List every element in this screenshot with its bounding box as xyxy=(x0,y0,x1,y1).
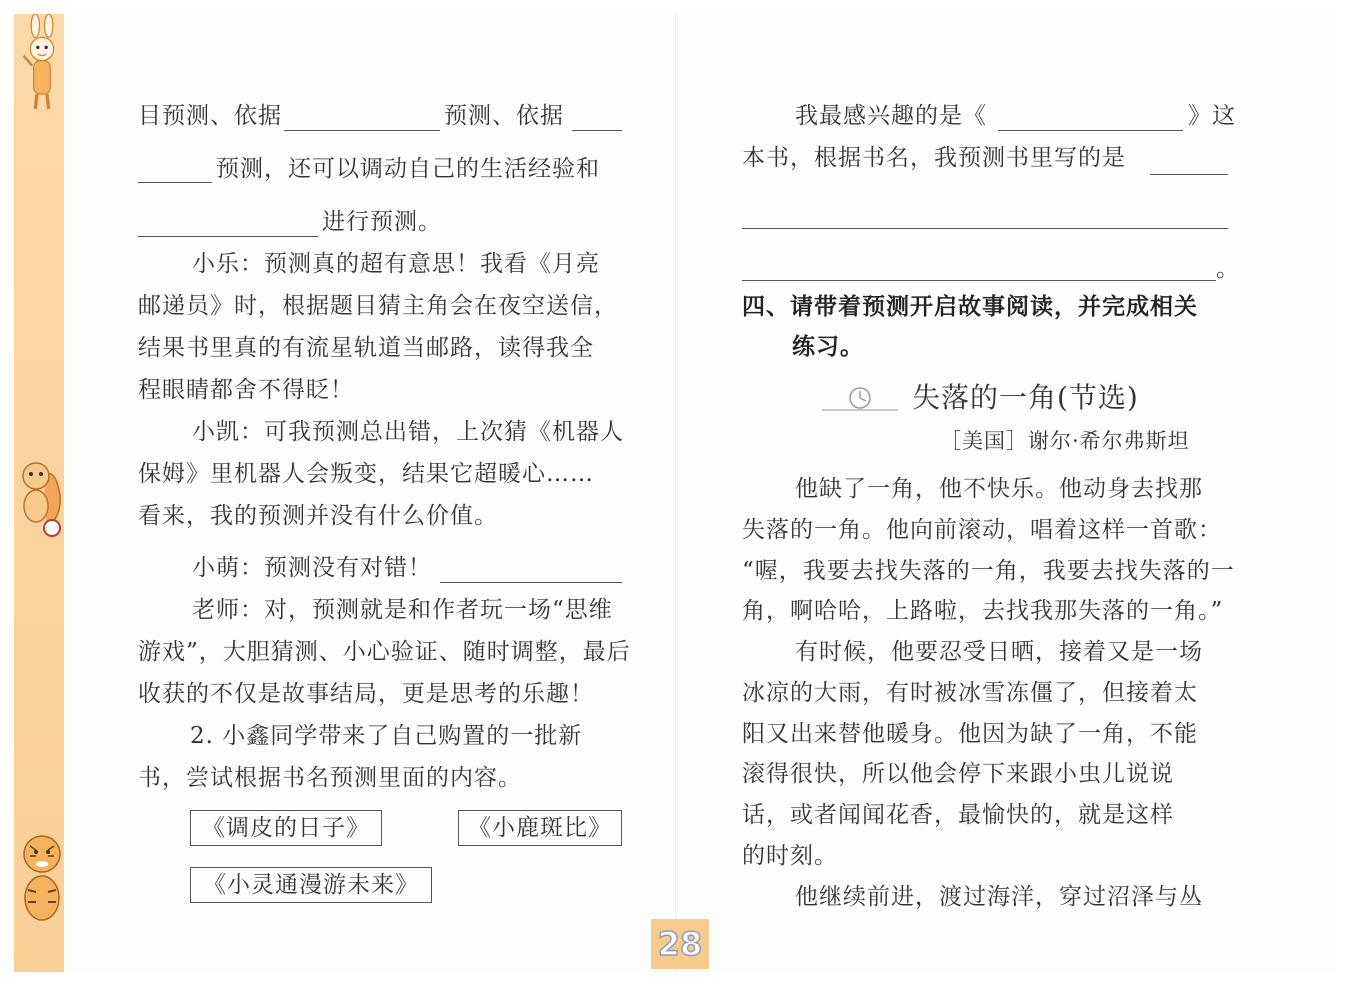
paragraph-line: 保姆》里机器人会叛变，结果它超暖心…… xyxy=(138,461,594,487)
section-heading: 四、请带着预测开启故事阅读，并完成相关 xyxy=(742,294,1198,320)
left-line-3: 进行预测。 xyxy=(322,209,442,235)
paragraph-line: 小凯：可我预测总出错，上次猜《机器人 xyxy=(192,419,624,445)
book-title-box: 《小鹿斑比》 xyxy=(458,810,622,846)
paragraph-line: 邮递员》时，根据题目猜主角会在夜空送信， xyxy=(138,293,618,319)
book-title-box: 《调皮的日子》 xyxy=(190,810,382,846)
story-author: ［美国］谢尔·希尔弗斯坦 xyxy=(940,429,1190,453)
right-line-1b: 》这 xyxy=(1188,103,1236,129)
paragraph-line: 看来，我的预测并没有什么价值。 xyxy=(138,503,498,529)
answer-blank[interactable] xyxy=(440,582,622,583)
paragraph-line: 小萌：预测没有对错！ xyxy=(192,555,432,581)
squirrel-mascot-icon xyxy=(16,450,68,540)
answer-blank[interactable] xyxy=(742,280,1216,281)
story-line: 有时候，他要忍受日晒，接着又是一场 xyxy=(795,639,1203,665)
answer-blank[interactable] xyxy=(284,130,440,131)
paragraph-line: 游戏”，大胆猜测、小心验证、随时调整，最后 xyxy=(138,639,631,665)
book-title-box: 《小灵通漫游未来》 xyxy=(190,867,432,903)
left-line-1b: 预测、依据 xyxy=(444,103,564,129)
paragraph-line: 老师：对，预测就是和作者玩一场“思维 xyxy=(192,597,613,623)
paragraph-line: 结果书里真的有流星轨道当邮路，读得我全 xyxy=(138,335,594,361)
story-title: 失落的一角(节选) xyxy=(912,381,1139,414)
story-line: 失落的一角。他向前滚动，唱着这样一首歌： xyxy=(742,517,1222,543)
clock-icon xyxy=(820,384,902,414)
question-2: 2. 小鑫同学带来了自己购置的一批新 xyxy=(190,723,583,749)
answer-blank[interactable] xyxy=(138,182,212,183)
right-line-2: 本书，根据书名，我预测书里写的是 xyxy=(742,145,1126,171)
story-line: “喔，我要去找失落的一角，我要去找失落的一 xyxy=(742,558,1235,584)
page-number: 28 xyxy=(651,919,709,969)
answer-blank[interactable] xyxy=(998,130,1183,131)
answer-blank[interactable] xyxy=(572,130,622,131)
rabbit-mascot-icon xyxy=(16,14,68,114)
answer-blank[interactable] xyxy=(138,236,318,237)
tiger-mascot-icon xyxy=(16,820,68,930)
right-line-end: 。 xyxy=(1216,256,1240,282)
question-2-line: 书，尝试根据书名预测里面的内容。 xyxy=(138,765,522,791)
answer-blank[interactable] xyxy=(1150,174,1228,175)
story-line: 他缺了一角，他不快乐。他动身去找那 xyxy=(795,476,1203,502)
section-heading: 练习。 xyxy=(792,334,864,360)
paragraph-line: 收获的不仅是故事结局，更是思考的乐趣！ xyxy=(138,681,594,707)
page-fold xyxy=(675,14,676,972)
story-line: 的时刻。 xyxy=(742,843,838,869)
right-line-1: 我最感兴趣的是《 xyxy=(795,103,987,129)
story-line: 角，啊哈哈，上路啦，去找我那失落的一角。” xyxy=(742,598,1224,624)
paragraph-line: 小乐：预测真的超有意思！我看《月亮 xyxy=(192,251,600,277)
story-line: 阳又出来替他暖身。他因为缺了一角，不能 xyxy=(742,721,1198,747)
story-line: 滚得很快，所以他会停下来跟小虫儿说说 xyxy=(742,761,1174,787)
story-line: 他继续前进，渡过海洋，穿过沼泽与丛 xyxy=(795,884,1203,910)
left-line-1: 目预测、依据 xyxy=(138,103,282,129)
answer-blank[interactable] xyxy=(742,228,1228,229)
left-line-2: 预测，还可以调动自己的生活经验和 xyxy=(216,156,600,182)
story-line: 话，或者闻闻花香，最愉快的，就是这样 xyxy=(742,802,1174,828)
story-line: 冰凉的大雨，有时被冰雪冻僵了，但接着太 xyxy=(742,680,1198,706)
paragraph-line: 程眼睛都舍不得眨！ xyxy=(138,377,354,403)
